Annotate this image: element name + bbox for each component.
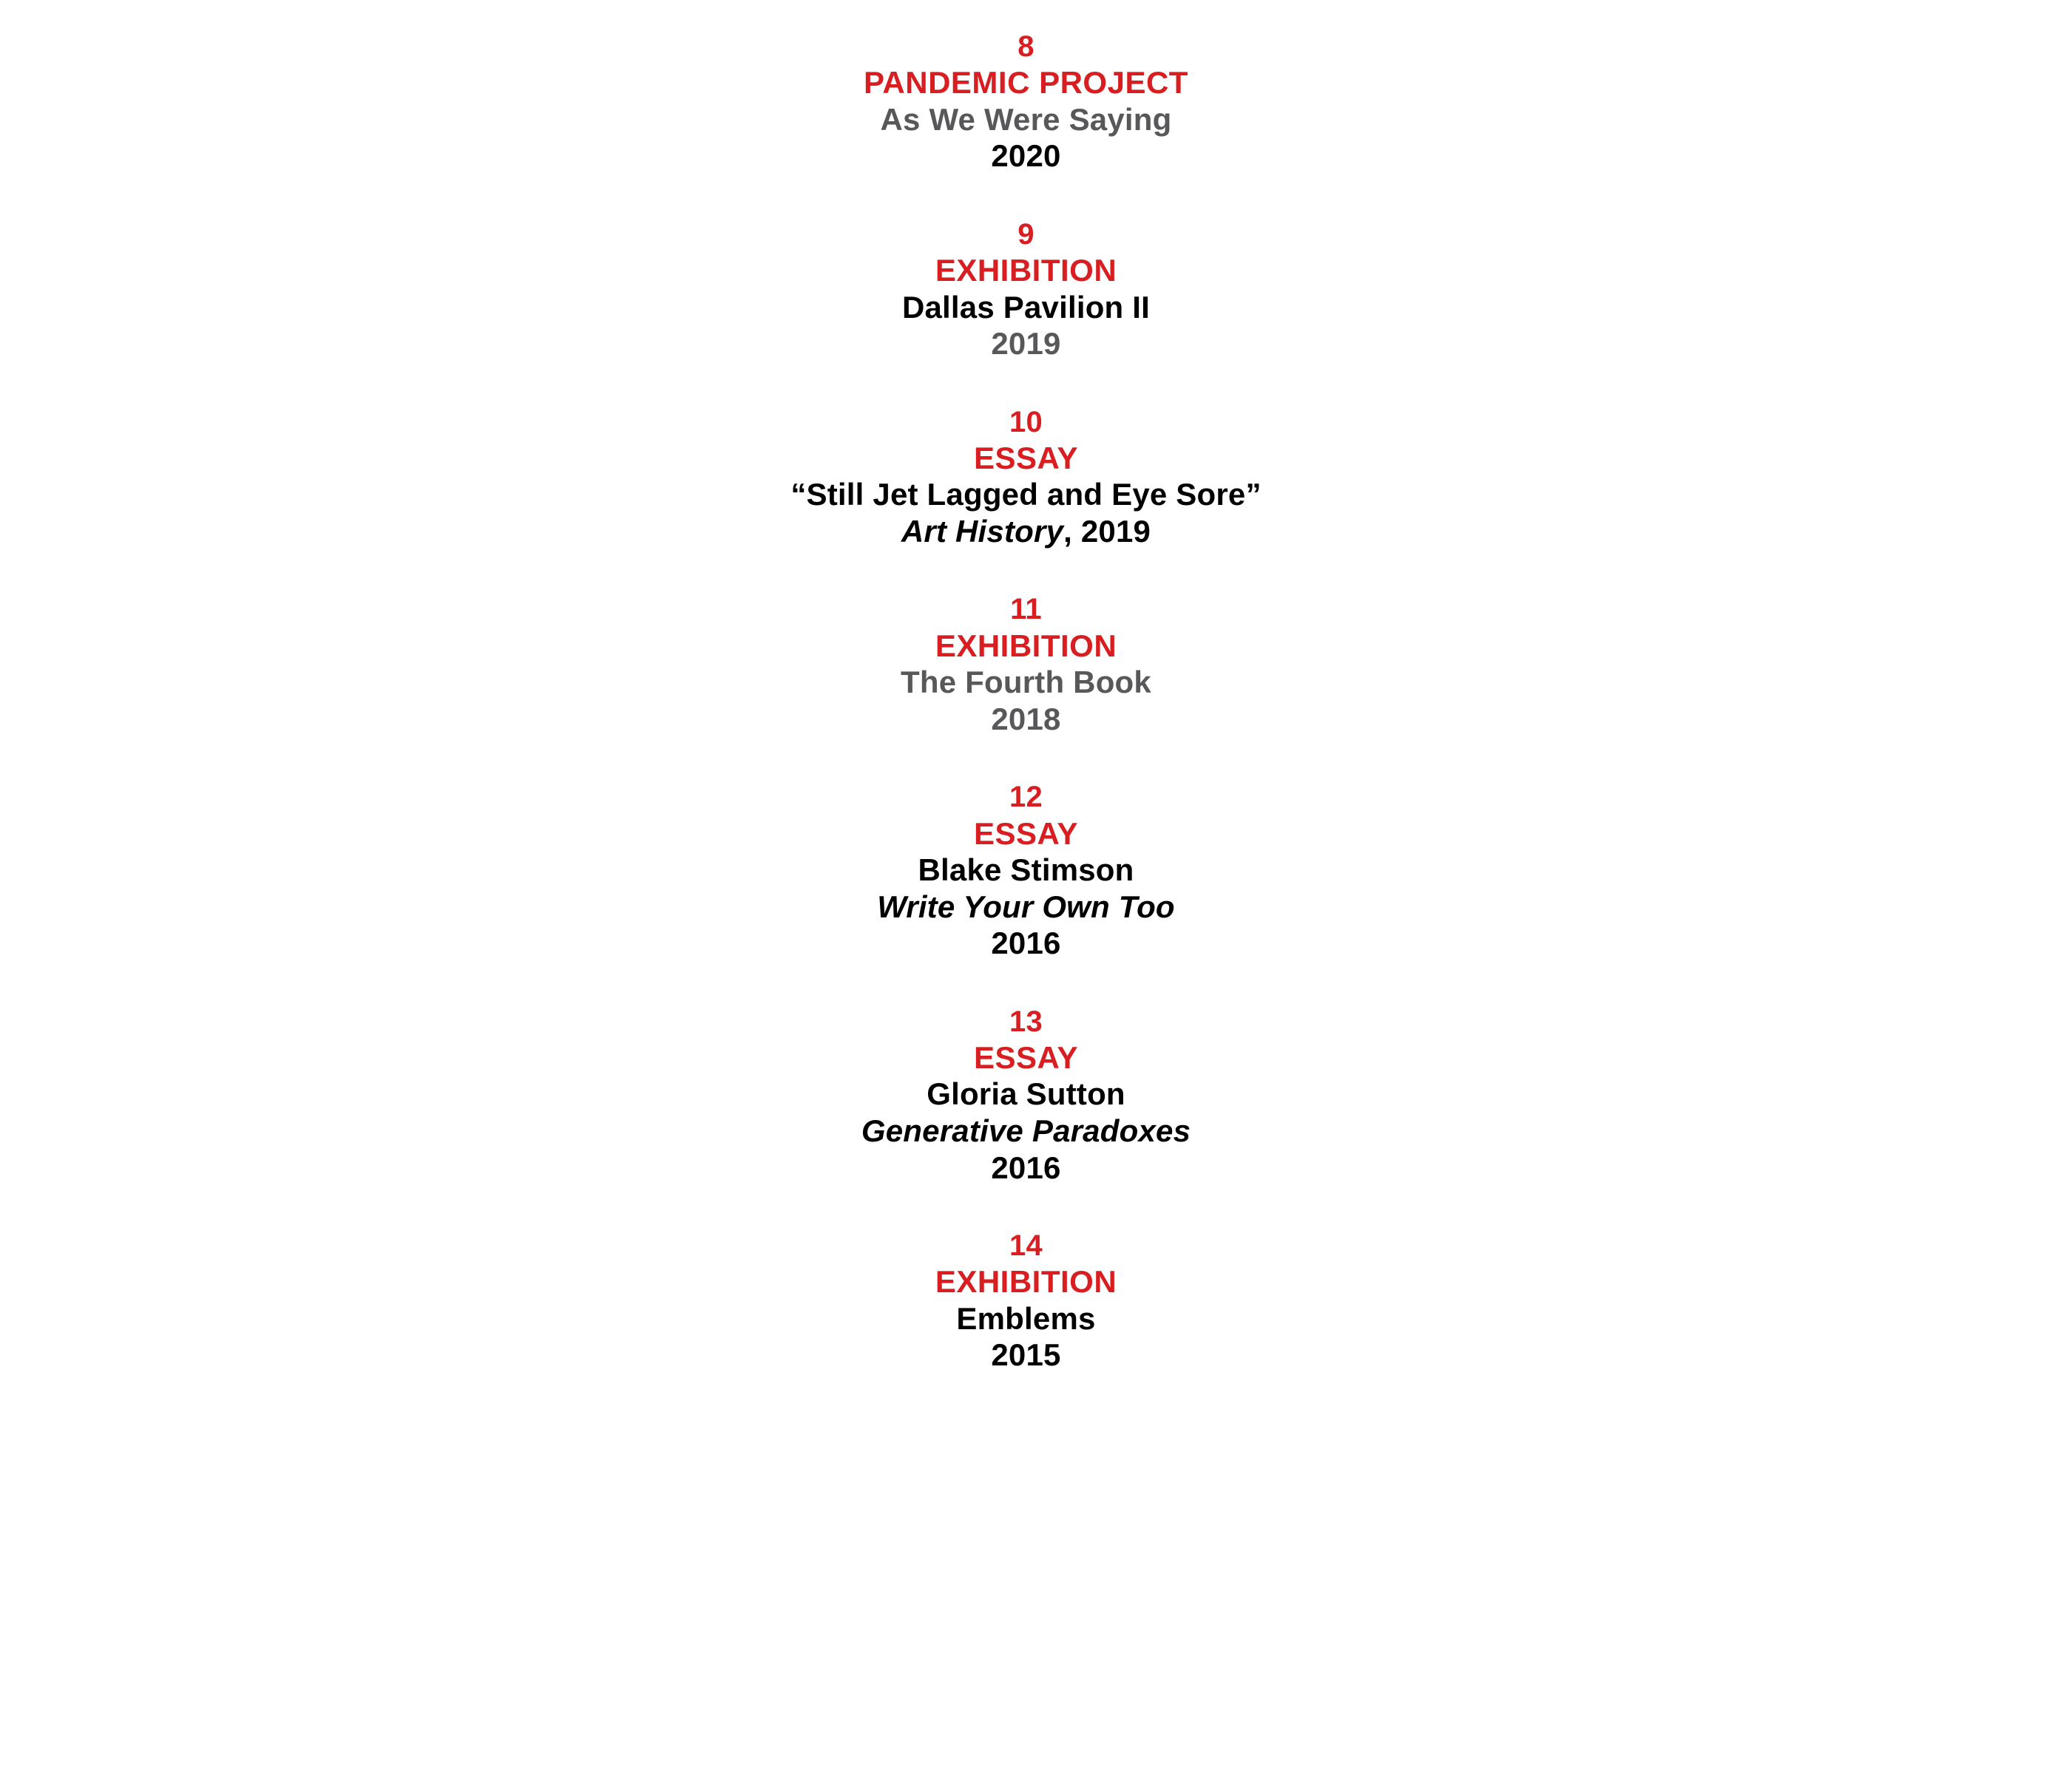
entry-publication: Write Your Own Too: [877, 889, 1175, 924]
entry-category: EXHIBITION: [935, 253, 1117, 288]
entry-publication-name: Art History: [901, 513, 1064, 549]
list-item[interactable]: [0, 1005, 2052, 1186]
list-item[interactable]: [0, 780, 2052, 961]
entry-number: 11: [1010, 593, 1042, 626]
entry-number: 8: [1017, 30, 1035, 63]
entry-year: 2016: [991, 1150, 1061, 1185]
entry-title: Dallas Pavilion II: [901, 289, 1151, 325]
entry-title: The Fourth Book: [901, 665, 1151, 700]
list-item[interactable]: [0, 592, 2052, 737]
entry-number: 14: [1009, 1229, 1043, 1263]
entry-category: ESSAY: [973, 815, 1079, 851]
list-item[interactable]: [0, 217, 2052, 362]
entry-title: As We Were Saying: [880, 101, 1172, 137]
entry-category: PANDEMIC PROJECT: [864, 65, 1188, 101]
entry-number: 9: [1017, 217, 1035, 251]
entry-number: 10: [1009, 405, 1043, 438]
cv-entry-list: [0, 30, 2052, 1374]
entry-year: 2019: [991, 326, 1061, 362]
list-item[interactable]: [0, 405, 2052, 550]
entry-title: “Still Jet Lagged and Eye Sore”: [790, 477, 1262, 512]
entry-title: Emblems: [956, 1300, 1096, 1336]
entry-category: EXHIBITION: [935, 1264, 1117, 1300]
entry-year: 2018: [991, 701, 1061, 736]
entry-number: 13: [1009, 1005, 1043, 1038]
entry-category: ESSAY: [973, 1039, 1079, 1075]
entry-publication: [0, 513, 2052, 550]
entry-year: 2015: [991, 1337, 1061, 1373]
entry-author: Blake Stimson: [918, 852, 1134, 888]
list-item[interactable]: [0, 1229, 2052, 1374]
entry-category: EXHIBITION: [935, 628, 1117, 663]
entry-publication: Generative Paradoxes: [861, 1113, 1191, 1148]
entry-author: Gloria Sutton: [927, 1076, 1125, 1112]
list-item[interactable]: [0, 30, 2052, 174]
entry-category: ESSAY: [973, 440, 1079, 475]
entry-year: 2016: [991, 926, 1061, 961]
entry-number: 12: [1009, 781, 1043, 814]
entry-year: 2020: [991, 138, 1061, 174]
entry-publication-year: , 2019: [1063, 513, 1151, 549]
